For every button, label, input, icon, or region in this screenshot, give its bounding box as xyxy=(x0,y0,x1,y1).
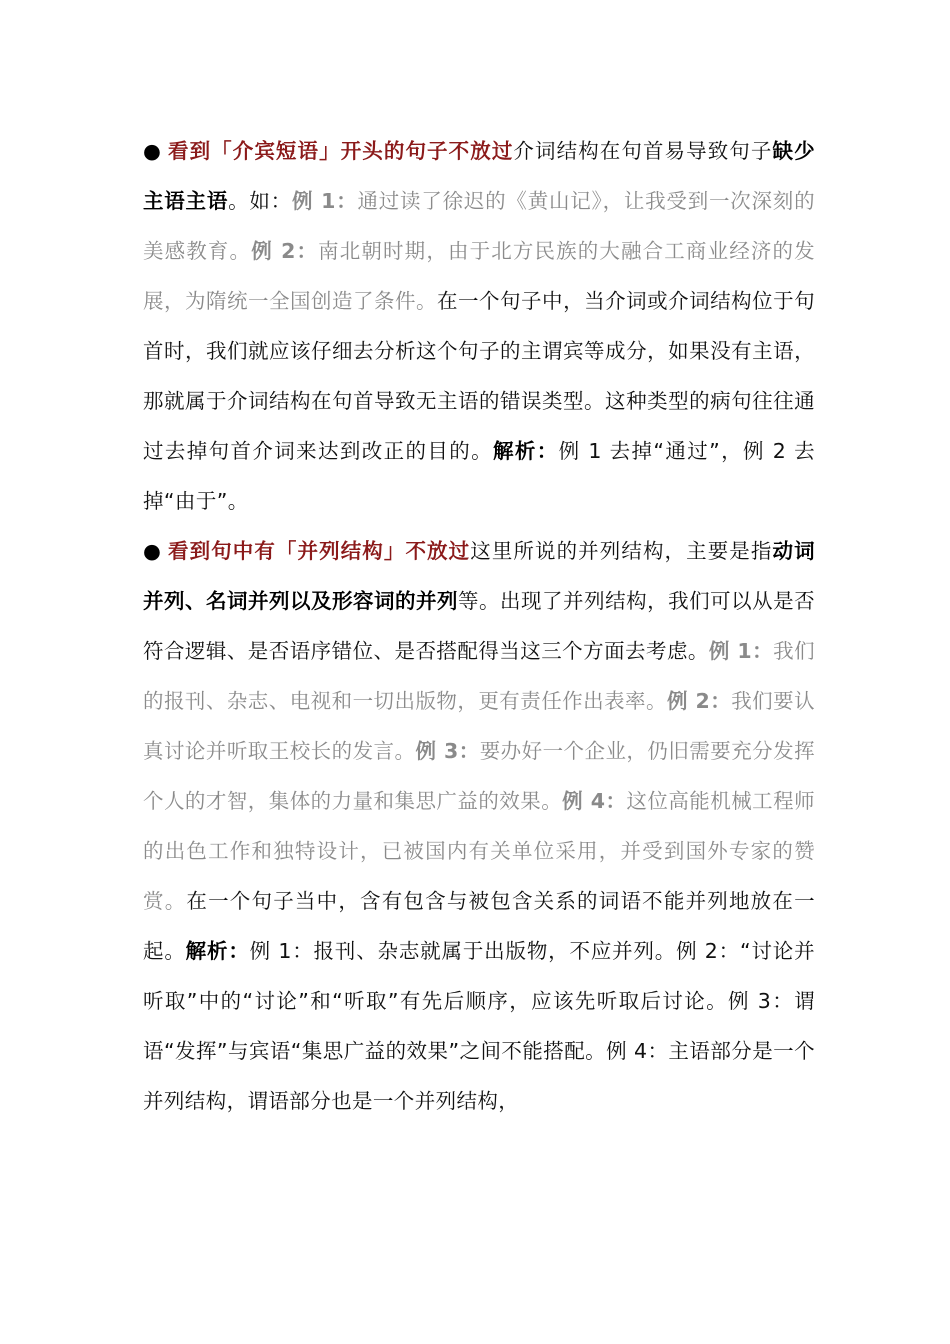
analysis-text: 例 1：报刊、杂志就属于出版物，不应并列。例 2：“讨论并听取”中的“讨论”和“听取”有先后顺序，应该先听取后讨论。例 3：谓语“发挥”与宾语“集思广益的效果”之间不能搭配。例 4：主语部分是一个并列结构，谓语部分也是一个并列结构， xyxy=(143,939,816,1113)
section-paragraph-intro-prepositional xyxy=(143,126,815,526)
example-label: 例 1： xyxy=(291,189,358,213)
section-intro-text: 介词结构在句首易导致句子 xyxy=(513,139,773,163)
example-label: 例 3： xyxy=(415,739,480,763)
example-text: 通过读了徐迟的《黄山记》，让我受到一次深刻的美感教育。 xyxy=(143,189,815,263)
section-paragraph-parallel-structure xyxy=(143,526,815,1126)
example-text: 要办好一个企业，仍旧需要充分发挥个人的才智，集体的力量和集思广益的效果。 xyxy=(143,739,815,813)
bullet-icon: ● xyxy=(143,539,162,563)
explanation-text: 在一个句子中，当介词或介词结构位于句首时，我们就应该仔细去分析这个句子的主谓宾等成分，如果没有主语，那就属于介词结构在句首导致无主语的错误类型。这种类型的病句往往通过去掉句首介词来达到改正的目的。 xyxy=(143,289,815,463)
analysis-label: 解析： xyxy=(185,939,250,963)
example-label: 例 2： xyxy=(666,689,732,713)
example-text: 这位高能机械工程师的出色工作和独特设计，已被国内有关单位采用，并受到国外专家的赞赏。 xyxy=(143,789,815,913)
example-text: 南北朝时期，由于北方民族的大融合工商业经济的发展，为隋统一全国创造了条件。 xyxy=(143,239,816,313)
example-text: 我们的报刊、杂志、电视和一切出版物，更有责任作出表率。 xyxy=(143,639,815,713)
analysis-label: 解析： xyxy=(492,439,559,463)
section-intro-text: 这里所说的并列结构，主要是指 xyxy=(470,539,773,563)
example-text: 我们要认真讨论并听取王校长的发言。 xyxy=(143,689,815,763)
section-heading: 看到句中有「并列结构」不放过 xyxy=(167,539,471,563)
bold-term: 动词并列、名词并列以及形容词的并列 xyxy=(143,539,815,613)
analysis-text: 例 1 去掉“通过”，例 2 去掉“由于”。 xyxy=(143,439,816,513)
example-label: 例 4： xyxy=(562,789,627,813)
example-label: 例 1： xyxy=(708,639,774,663)
intro-tail-text: 等。出现了并列结构，我们可以从是否符合逻辑、是否语序错位、是否搭配得当这三个方面去考虑。 xyxy=(143,589,815,663)
section-heading: 看到「介宾短语」开头的句子不放过 xyxy=(167,139,514,163)
explanation-text: 在一个句子当中，含有包含与被包含关系的词语不能并列地放在一起。 xyxy=(143,889,815,963)
intro-tail-text: 。如： xyxy=(228,189,292,213)
bullet-icon: ● xyxy=(143,139,162,163)
document-body xyxy=(143,126,815,1126)
bold-term: 缺少主语主语 xyxy=(143,139,815,213)
example-label: 例 2： xyxy=(251,239,319,263)
